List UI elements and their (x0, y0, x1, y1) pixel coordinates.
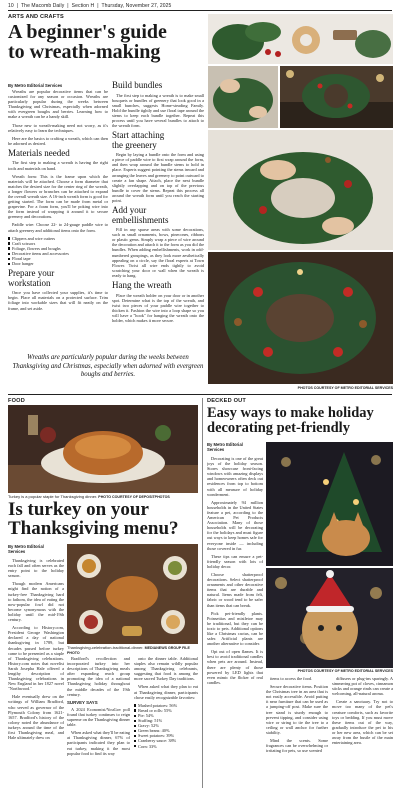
wreath-headline (8, 22, 208, 63)
turkey-p1: Thanksgiving is celebrated each fall and often serves as the entry point to the holiday season. (8, 558, 64, 579)
survey-subhead: SURVEY SAYS (67, 699, 98, 705)
wreath-headline-line1: A beginner's guide (8, 21, 167, 43)
add-subhead-line1: Add your (112, 205, 147, 216)
list-item: Corn: 33% (134, 744, 198, 749)
pet-p5: Pick pet-friendly plants. Poinsettias and mistletoe may be traditional, but they can be toxic to pets. Additional options like a Christmas cactus, can be safer. Artificial plants are another alternative to consider. (207, 610, 263, 647)
turkey-caption-text: Turkey is a popular staple for Thanksgiving dinner. (8, 494, 98, 499)
page-number: 10 (8, 3, 14, 9)
list-item: Floral tape (8, 256, 108, 261)
pet-headline-line2: decorating pet-friendly (207, 419, 350, 436)
survey-item-pct: 33% (148, 743, 157, 749)
list-item: Gravy: 52% (134, 723, 198, 728)
turkey-p2: Though modern Americans might find the notion of a turkey-free Thanksgiving hard to fathom, the idea of eating the now-popular fowl did not become synonymous with the holiday until the mid-19th century. (8, 581, 64, 623)
survey-item-name: Sweet potatoes (138, 733, 164, 739)
dinner-photo-credit: MEDIANEWS GROUP FILE PHOTO (67, 646, 190, 655)
turkey-photo (8, 405, 198, 493)
prepare-subhead-line1: Prepare your (8, 268, 55, 279)
page-header: 10 | The Macomb Daily | Section H | Thursday, November 27, 2025 (8, 3, 172, 9)
prepare-subhead (8, 269, 108, 288)
survey-item-name: Pie (138, 712, 144, 718)
hang-subhead: Hang the wreath (112, 280, 172, 291)
header-rule (8, 10, 392, 11)
wreath-photo-forest (280, 66, 393, 128)
turkey-column-1 (8, 558, 64, 786)
wreath-intro-p3: Here are the basics to crafting a wreath, which can then be adorned as desired. (8, 135, 108, 146)
list-item: Clippers and wire cutters (8, 236, 108, 241)
survey-item-name: Cranberry sauce (138, 738, 167, 744)
survey-item-pct: 56% (169, 702, 178, 708)
survey-item-name: Stuffing (138, 718, 153, 724)
start-subhead-line1: Start attaching (112, 130, 165, 141)
dinner-photo-caption (67, 645, 198, 655)
wreath-byline: By Metro Editorial Services (8, 83, 63, 88)
vertical-divider (202, 398, 203, 788)
pet-p4: Choose shatterproof decorations. Select shatterproof ornaments and other decorative items that are durable and natural. Items made from felt, fabric or wood tend to be safer than items that can break. (207, 571, 263, 608)
add-subhead-line2: embellishments (112, 214, 169, 225)
materials-list (8, 236, 108, 267)
dinner-caption-text: Thanksgiving-celebration-traditional-dinner. (67, 645, 144, 650)
wreath-column-2 (112, 81, 204, 344)
list-item: Sweet potatoes: 39% (134, 733, 198, 738)
issue-date: Thursday, November 27, 2025 (101, 3, 172, 9)
pet-col2-p3: Mind the scents. Some fragrances can be overwhelming or irritating for pets, so use scented (266, 738, 328, 754)
materials-p2: Wreath form: This is the frame upon which the materials will be attached. Choose a form diameter that matches the desired size for the center ring of the wreath, a longer flowers or branches can be attached to expand the overall wreath size. A 16-inch wreath form is good for getting started. The form can be made from metal or grapevine. For a foam form, you'll be poking wire into the form instead of wrapping it around it to secure greenery and decorations. (8, 173, 108, 220)
dog-photo (266, 568, 393, 668)
survey-item-name: Gravy (138, 723, 149, 729)
survey-item-pct: 55% (163, 707, 172, 713)
list-item: Stuffing: 51% (134, 718, 198, 723)
turkey-column-3 (134, 656, 198, 786)
survey-item-pct: 39% (166, 733, 175, 739)
materials-p3: Paddle wire: Choose 22- to 24-gauge paddle wire to attach greenery and additional items onto the form. (8, 222, 108, 233)
pet-column-2 (266, 676, 328, 786)
pet-p1: Decorating is one of the great joys of the holiday season. Stores showcase front-facing windows with amazing displays and homeowners often deck out residences from top to bottom with all measure of holiday wonderment. (207, 456, 263, 497)
survey-item-name: Mashed potatoes (138, 702, 167, 708)
turkey-p4: Hale eventually drew on the writings of William Bradford, who served as governor of the Plymouth Colony from 1621-1657. Bradford's history of the colony noted the abundance of turkeys around the time of the first Thanksgiving meal, and Hale ultimately drew on (8, 694, 64, 741)
wreath-photo-finished (208, 252, 393, 384)
section-name: Section H (71, 3, 95, 9)
pet-column-3 (332, 676, 393, 786)
pet-photo-credit: PHOTOS COURTESY OF METRO EDITORIAL SERVICES (297, 669, 393, 673)
list-item: Craft scissors (8, 241, 108, 246)
prepare-p: Once you have collected your supplies, it's time to begin. Place all materials on a protected surface. Trim foliage into workable sizes that will fit neatly on the frame, and set aside. (8, 290, 108, 311)
wreath-intro-p1: Wreaths are popular decorative items that can be customized for any season or occasion. Wreaths are particularly popular during the weeks between Thanksgiving and Christmas, especially when adorned with evergreen boughs and berries. Learning how to make a wreath can be a handy skill. (8, 89, 108, 120)
turkey-col3-p2: When asked what they plan to eat at Thanksgiving dinner, participants chose easily recognizable favorites: (134, 684, 198, 700)
pet-col3-p1: diffusers or plug-ins sparingly. A simmering pot of cloves, cinnamon sticks and orange rinds can create a welcoming, all-natural aroma. (332, 676, 393, 697)
dinner-table-photo (67, 544, 198, 644)
pet-col2-p2: Secure decorative items. Position the Christmas tree in an area that is not easily accessible. Avoid putting it near furniture that can be used as a jumping-off post. Make sure the tree stand is sturdy enough to prevent tipping, and consider using wire or string to tie the tree to a ceiling or wall anchor for further stability. (266, 684, 328, 735)
pet-p2: Approximately 94 million households in the United States feature a pet, according to the American Pet Products Association. Many of those households will be decorating for the holidays and must figure out ways to keep homes safe for everyone inside — including those covered in fur. (207, 499, 263, 551)
wreath-headline-line2: to wreath-making (8, 41, 161, 64)
wreath-intro-p2: Those new to wreath-making need not worry, as it's relatively easy to learn the techniques. (8, 122, 108, 133)
paper-name: The Macomb Daily (21, 3, 65, 9)
survey-item-pct: 52% (151, 723, 159, 729)
pet-col3-p2: Create a sanctuary. Try not to move too many of the pet's creature comforts, such as favorite toys or bedding. If you must move these items out of the way, gradually introduce the pet to his or her new area, which can be set away from the bustle of the main entertaining area. (332, 699, 393, 746)
materials-p1: The first step to making a wreath is having the right tools and materials on hand. (8, 160, 108, 171)
turkey-col3-p1: onto the dinner table. Additional staples also remain wildly popular among Thanksgiving celebrants, suggesting that food is among the more sacred Turkey Day traditions. (134, 656, 198, 682)
list-item: Decorative items and accessories (8, 251, 108, 256)
wreath-column-1 (8, 89, 108, 344)
start-subhead-line2: the greenery (112, 139, 157, 150)
section-divider (8, 394, 392, 395)
survey-item-pct: 54% (145, 712, 154, 718)
pet-byline: By Metro Editorial Services (207, 442, 243, 452)
turkey-headline (8, 500, 198, 539)
list-item: Cranberry sauce: 38% (134, 738, 198, 743)
pet-column-1 (207, 456, 263, 786)
list-item: Foliage, flowers and boughs (8, 246, 108, 251)
turkey-p3: According to History.com, President George Washington declared a day of national thanksgiving in 1789, but decades passed before turkey came to be presented as a staple of Thanksgiving celebrations. History.com notes that novelist Sarah Josepha Hale offered a lengthy description of Thanksgiving celebrations in New England in her 1827 novel "Northwood." (8, 625, 64, 692)
section-label-food: FOOD (8, 398, 25, 404)
section-label-arts: ARTS AND CRAFTS (8, 14, 64, 20)
turkey-col2-p3: When asked what they'll be eating at Thanksgiving dinner, 67% of participants indicated they plan to eat turkey, making it the most popular food to find its way (67, 730, 130, 756)
pet-p6: Opt out of open flames. It is best to avoid traditional candles when pets are around. Instead, there are plenty of those powered by LED lights that even mimic the flicker of real candles. (207, 649, 263, 685)
turkey-col2-p2: A 2024 Economist/YouGov poll found that turkey continues to reign supreme on the Thanksgiving dinner table. (67, 706, 130, 728)
turkey-headline-line2: Thanksgiving menu? (8, 518, 179, 540)
turkey-column-2 (67, 656, 130, 786)
pet-col2-p1: items to access the food. (270, 676, 313, 681)
hang-p: Place the wreath holder on your door or in another spot. Determine what is the top of the wreath, and twist two pieces of your paddle wire together to thicken it. Fashion the wire into a loop shape so you will have a "hook" for hanging the wreath onto the holder, which makes it more secure. (112, 292, 204, 323)
list-item: Door hanger (8, 261, 108, 266)
survey-list (134, 703, 198, 749)
list-item: Pie: 54% (134, 713, 198, 718)
wreath-pull-quote: Wreaths are particularly popular during the weeks between Thanksgiving and Christmas, especially when adorned with evergreen boughs and berries. (12, 354, 204, 379)
prepare-subhead-line2: workstation (8, 277, 51, 288)
survey-item-pct: 38% (168, 738, 177, 744)
list-item: Bread or rolls: 55% (134, 708, 198, 713)
survey-item-name: Bread or rolls (138, 707, 162, 713)
list-item: Mashed potatoes: 56% (134, 703, 198, 708)
materials-subhead: Materials needed (8, 147, 70, 158)
turkey-byline: By Metro Editorial Services (8, 544, 44, 554)
survey-item-pct: 40% (161, 728, 170, 734)
bundles-subhead: Build bundles (112, 81, 163, 90)
start-p: Begin by laying a bundle onto the form and using a piece of paddle wire to first wrap around the form, and then wrap around the bundle stems to hold in place. Experts suggest pointing the stems inward and arranging the leaves and greenery to point outward to create a fan shape. Attach, place the next bundle slightly overlapping and on top of the previous bundle to cover the stems. Repeat this process all around the wreath form until you reach the starting point. (112, 152, 204, 203)
cat-photo (266, 442, 393, 566)
turkey-headline-line1: Is turkey on your (8, 499, 149, 520)
list-item: Green beans: 40% (134, 728, 198, 733)
add-p: Fill in any sparse areas with some decorations, such as small ornaments, bows, pinecones, ribbons or plastic gems. Simply wrap a piece of wire around the decoration and attach it to the form as you did the bundles. When adding embellishments, work in odd-numbered groupings, as they look more aesthetically appealing on a circle, say the floral experts at Town Flower. Twist all wire ends tightly to avoid scratching your door or wall when the wreath is ready to hang. (112, 227, 204, 278)
survey-item-name: Green beans (138, 728, 160, 734)
section-label-decked: DECKED OUT (207, 398, 246, 404)
start-subhead (112, 131, 204, 150)
pet-headline (207, 406, 395, 436)
survey-item-pct: 51% (154, 718, 163, 724)
pet-p3: These tips can ensure a pet-friendly season with lots of holiday decor. (207, 553, 263, 569)
survey-item-name: Corn (138, 743, 147, 749)
bundles-p: The first step to making a wreath is to make small bouquets or bundles of greenery that look good in a small bunches, suggests Home-steading Family. Hold the bundle tightly and use floral tape around the stems to keep each bundle together. Repeat this process until you have several bundles to attach to the wreath form. (112, 92, 204, 129)
wreath-photo-credit: PHOTOS COURTESY OF METRO EDITORIAL SERVICES (297, 386, 393, 390)
add-subhead (112, 206, 204, 225)
wreath-photo-supplies (208, 14, 393, 64)
wreath-photo-work (208, 130, 393, 250)
turkey-photo-credit: PHOTO COURTESY OF DEPOSITPHOTOS (98, 495, 170, 499)
wreath-photo-hands-1 (208, 66, 278, 128)
turkey-col2-p1: Bradford's recollection and incorporated turkey into her descriptions of Thanksgiving meals after expanding reach group promoting the idea of a national Thanksgiving holiday throughout the middle decades of the 19th century. (67, 656, 130, 697)
pet-headline-line1: Easy ways to make holiday (207, 405, 374, 421)
